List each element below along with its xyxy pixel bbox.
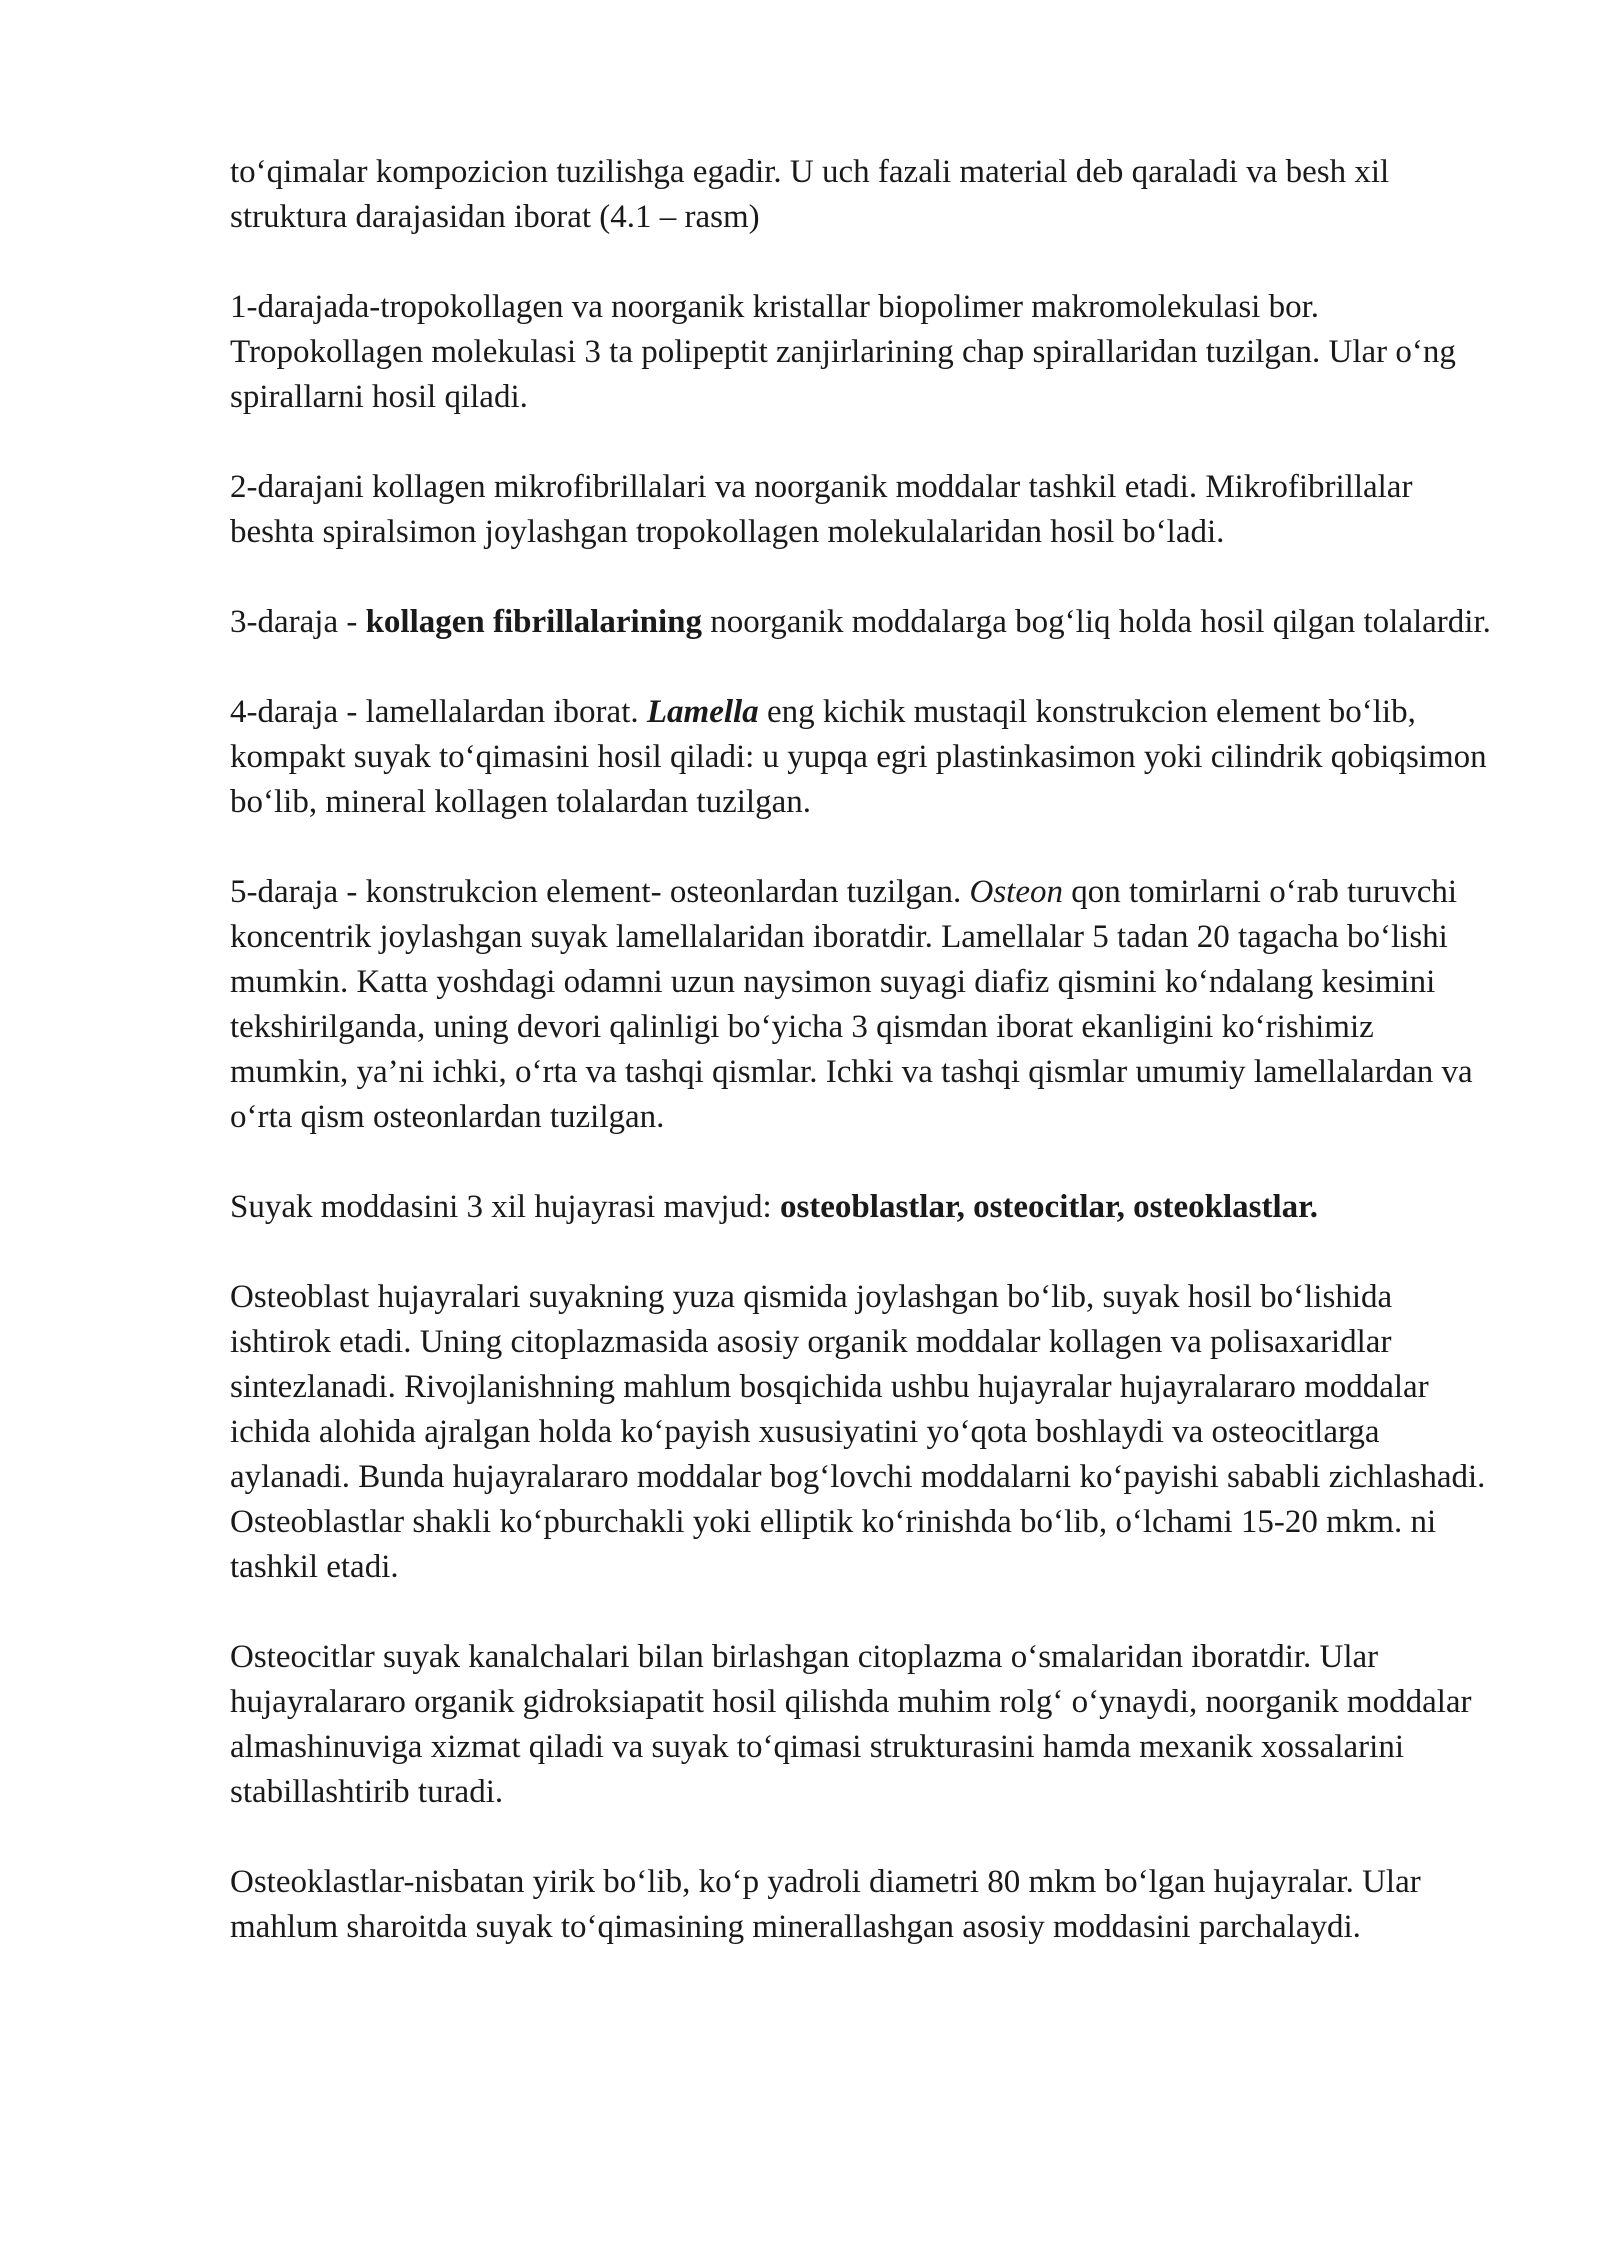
paragraph-level-1 <box>230 285 1500 420</box>
paragraph-level-5 <box>230 870 1500 1140</box>
paragraph-text: Osteoklastlar-nisbatan yirik bo‘lib, ko‘p yadroli diametri 80 mkm bo‘lgan hujayralar. Ular mahlum sharoitda suyak to‘qimasining minerallashgan asosiy moddasini parchalaydi. <box>230 1864 1421 1945</box>
paragraph-cell-types <box>230 1185 1500 1230</box>
paragraph-text: 1-darajada-tropokollagen va noorganik kristallar biopolimer makromolekulasi bor. Tropokollagen molekulasi 3 ta polipeptit zanjirlarining chap spirallaridan tuzilgan. Ular o‘ng spirallarni hosil qiladi. <box>230 289 1456 415</box>
bold-term: osteoblastlar, osteocitlar, osteoklastlar. <box>779 1189 1319 1225</box>
bold-italic-term: Lamella <box>646 694 759 730</box>
paragraph-level-4 <box>230 690 1500 825</box>
paragraph-rest: eng kichik mustaqil konstrukcion element bo‘lib, kompakt suyak to‘qimasini hosil qiladi: u yupqa egri plastinkasimon yoki cilindrik qobiqsimon bo‘lib, mineral kollagen tolalardan tuzilgan. <box>230 694 1487 820</box>
paragraph-osteocytes <box>230 1635 1500 1815</box>
paragraph-level-3 <box>230 600 1500 645</box>
paragraph-text: to‘qimalar kompozicion tuzilishga egadir. U uch fazali material deb qaraladi va besh xil struktura darajasidan iborat (4.1 – rasm) <box>230 154 1390 235</box>
paragraph-lead: Suyak moddasini 3 xil hujayrasi mavjud: <box>230 1189 780 1225</box>
paragraph-rest: noorganik moddalarga bog‘liq holda hosil qilgan tolalardir. <box>702 604 1491 640</box>
paragraph-level-2 <box>230 465 1500 555</box>
paragraph-composite-structure <box>230 150 1500 240</box>
paragraph-lead: 5-daraja - konstrukcion element- osteonlardan tuzilgan. <box>230 874 970 910</box>
paragraph-osteoblasts <box>230 1275 1500 1590</box>
italic-term: Osteon <box>969 874 1063 910</box>
paragraph-text: Osteoblast hujayralari suyakning yuza qismida joylashgan bo‘lib, suyak hosil bo‘lishida ishtirok etadi. Uning citoplazmasida asosiy organik moddalar kollagen va polisaxaridlar sintezlanadi. Rivojlanishning mahlum bosqichida ushbu hujayralar hujayralararo moddalar ichida alohida ajralgan holda ko‘payish xususiyatini yo‘qota boshlaydi va osteocitlarga aylanadi. Bunda hujayralararo moddalar bog‘lovchi moddalarni ko‘payishi sababli zichlashadi. Osteoblastlar shakli ko‘pburchakli yoki elliptik ko‘rinishda bo‘lib, o‘lchami 15-20 mkm. ni tashkil etadi. <box>230 1279 1486 1585</box>
paragraph-text: 2-darajani kollagen mikrofibrillalari va noorganik moddalar tashkil etadi. Mikrofibrillalar beshta spiralsimon joylashgan tropokollagen molekulalaridan hosil bo‘ladi. <box>230 469 1413 550</box>
bold-term: kollagen fibrillalarining <box>365 604 703 640</box>
paragraph-lead: 3-daraja - <box>230 604 366 640</box>
paragraph-rest: qon tomirlarni o‘rab turuvchi koncentrik joylashgan suyak lamellalaridan iboratdir. Lamellalar 5 tadan 20 tagacha bo‘lishi mumkin. Katta yoshdagi odamni uzun naysimon suyagi diafiz qismini ko‘ndalang kesimini tekshirilganda, uning devori qalinligi bo‘yicha 3 qismdan iborat ekanligini ko‘rishimiz mumkin, ya’ni ichki, o‘rta va tashqi qismlar. Ichki va tashqi qismlar umumiy lamellalardan va o‘rta qism osteonlardan tuzilgan. <box>230 874 1473 1135</box>
paragraph-osteoclasts <box>230 1860 1500 1950</box>
paragraph-text: Osteocitlar suyak kanalchalari bilan birlashgan citoplazma o‘smalaridan iboratdir. Ular hujayralararo organik gidroksiapatit hosil qilishda muhim rolg‘ o‘ynaydi, noorganik moddalar almashinuviga xizmat qiladi va suyak to‘qimasi strukturasini hamda mexanik xossalarini stabillashtirib turadi. <box>230 1639 1472 1810</box>
document-body <box>230 150 1500 1995</box>
paragraph-lead: 4-daraja - lamellalardan iborat. <box>230 694 647 730</box>
